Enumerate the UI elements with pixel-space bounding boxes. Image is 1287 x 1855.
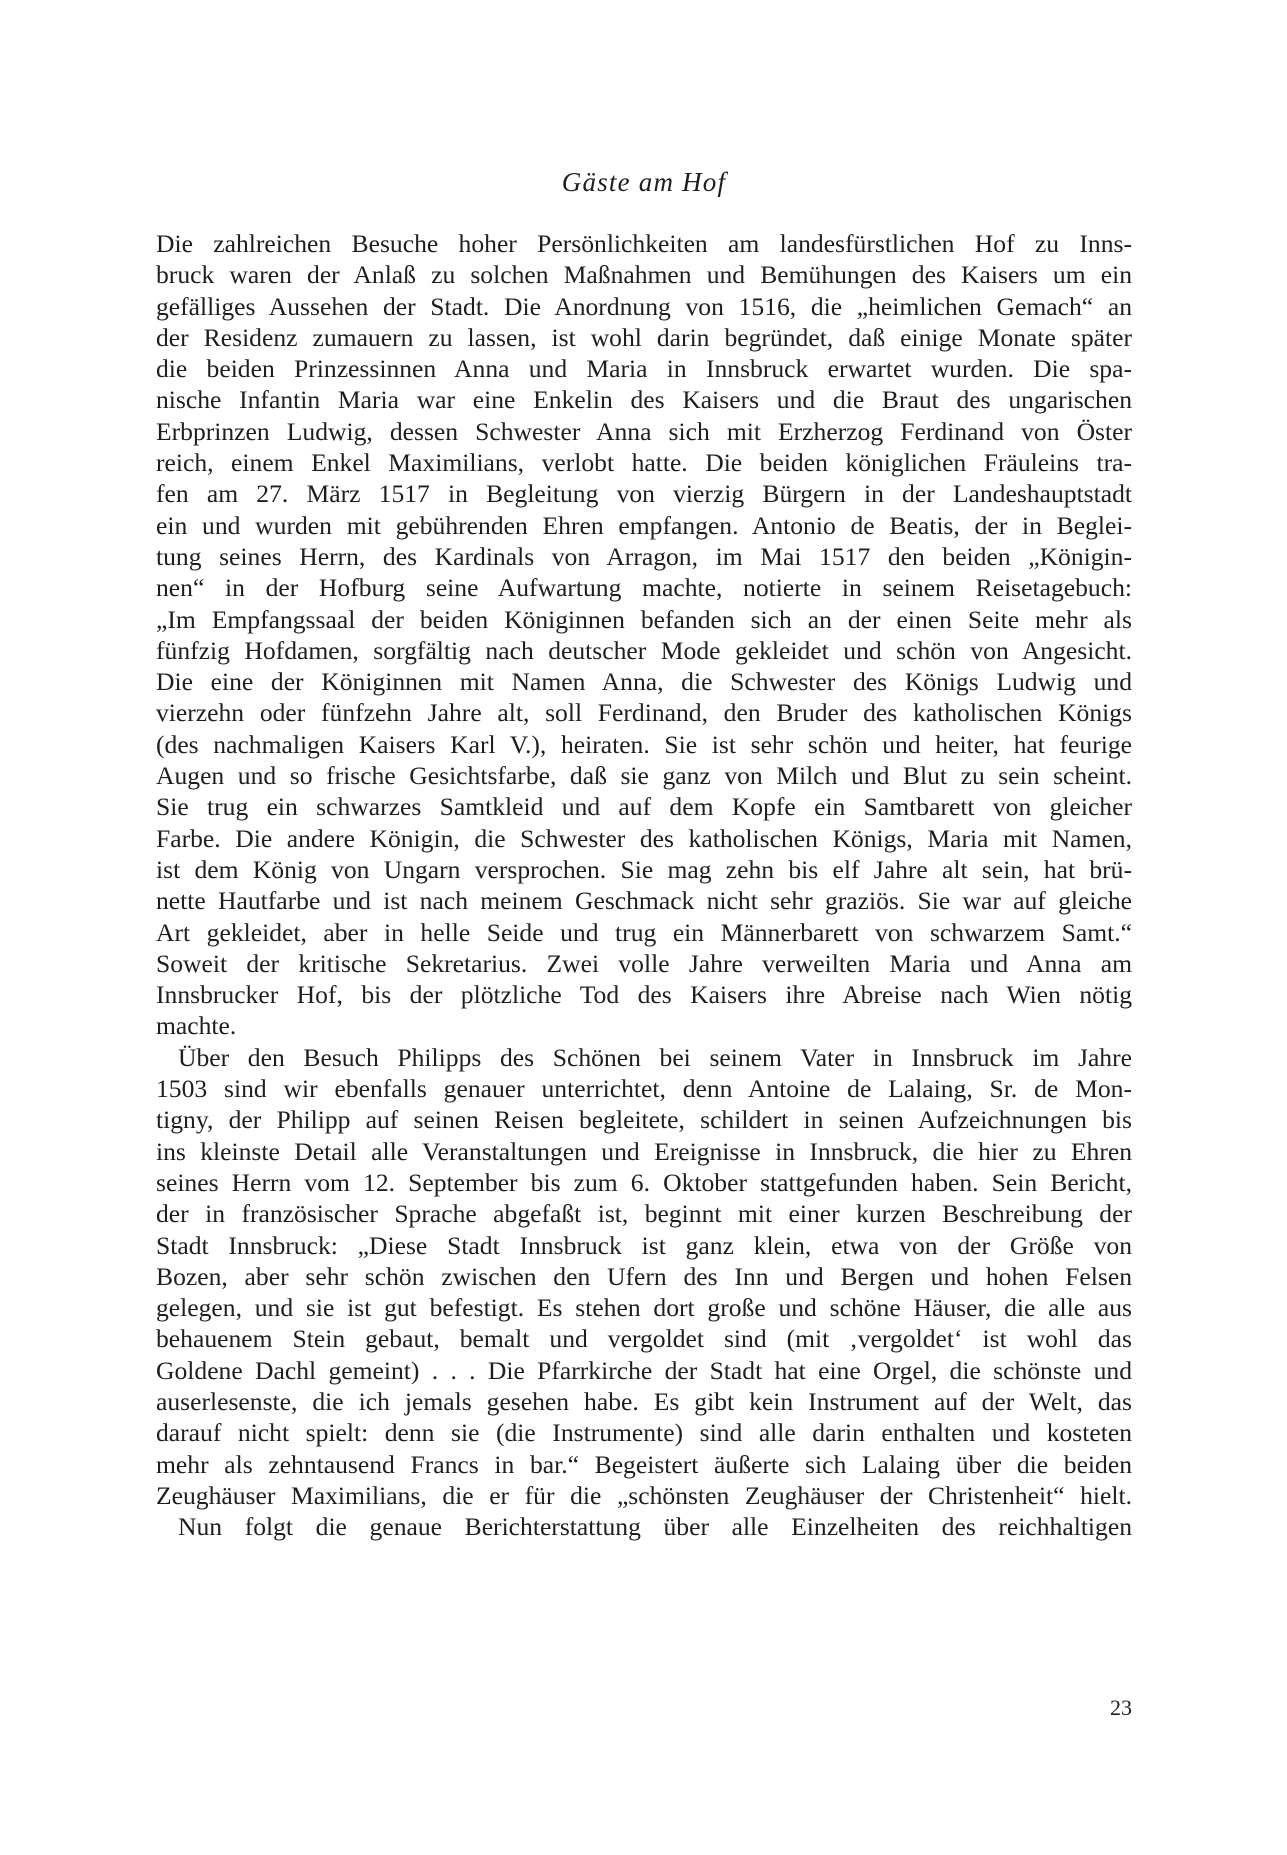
text-line: nette Hautfarbe und ist nach meinem Geschmack nicht sehr graziös. Sie war auf gleiche xyxy=(156,886,1132,916)
text-line: auserlesenste, die ich jemals gesehen habe. Es gibt kein Instrument auf der Welt, das xyxy=(156,1386,1132,1416)
text-line: gefälliges Aussehen der Stadt. Die Anordnung von 1516, die „heimlichen Gemach“ an xyxy=(156,291,1132,321)
text-line: fünfzig Hofdamen, sorgfältig nach deutscher Mode gekleidet und schön von Angesicht. xyxy=(156,635,1132,665)
text-line: Innsbrucker Hof, bis der plötzliche Tod des Kaisers ihre Abreise nach Wien nötig xyxy=(156,980,1132,1010)
text-line: ist dem König von Ungarn versprochen. Sie mag zehn bis elf Jahre alt sein, hat brü- xyxy=(156,854,1132,884)
text-line: Soweit der kritische Sekretarius. Zwei volle Jahre verweilten Maria und Anna am xyxy=(156,948,1132,978)
text-line: tigny, der Philipp auf seinen Reisen begleitete, schildert in seinen Aufzeichnungen bis xyxy=(156,1105,1132,1135)
text-line: Augen und so frische Gesichtsfarbe, daß sie ganz von Milch und Blut zu sein scheint. xyxy=(156,761,1132,791)
text-line: Sie trug ein schwarzes Samtkleid und auf dem Kopfe ein Samtbarett von gleicher xyxy=(156,792,1132,822)
text-line: der in französischer Sprache abgefaßt ist, beginnt mit einer kurzen Beschreibung der xyxy=(156,1199,1132,1229)
text-line: tung seines Herrn, des Kardinals von Arragon, im Mai 1517 den beiden „Königin- xyxy=(156,541,1132,571)
text-line: darauf nicht spielt: denn sie (die Instrumente) sind alle darin enthalten und kosteten xyxy=(156,1418,1132,1448)
text-line: bruck waren der Anlaß zu solchen Maßnahmen und Bemühungen des Kaisers um ein xyxy=(156,260,1132,290)
text-line: die beiden Prinzessinnen Anna und Maria in Innsbruck erwartet wurden. Die spa- xyxy=(156,354,1132,384)
page-number: 23 xyxy=(1110,1695,1132,1720)
text-line: behauenem Stein gebaut, bemalt und vergoldet sind (mit ‚vergoldet‘ ist wohl das xyxy=(156,1324,1132,1354)
body-text xyxy=(156,228,1132,1542)
text-line: Goldene Dachl gemeint) . . . Die Pfarrkirche der Stadt hat eine Orgel, die schönste und xyxy=(156,1355,1132,1385)
text-line: Stadt Innsbruck: „Diese Stadt Innsbruck ist ganz klein, etwa von der Größe von xyxy=(156,1230,1132,1260)
text-line: mehr als zehntausend Francs in bar.“ Begeistert äußerte sich Lalaing über die beiden xyxy=(156,1449,1132,1479)
text-line: vierzehn oder fünfzehn Jahre alt, soll Ferdinand, den Bruder des katholischen Königs xyxy=(156,698,1132,728)
text-line: Die zahlreichen Besuche hoher Persönlichkeiten am landesfürstlichen Hof zu Inns- xyxy=(156,229,1132,258)
text-line: machte. xyxy=(156,1011,237,1041)
text-line: „Im Empfangssaal der beiden Königinnen befanden sich an der einen Seite mehr als xyxy=(156,604,1132,634)
text-line: nen“ in der Hofburg seine Aufwartung machte, notierte in seinem Reisetagebuch: xyxy=(156,573,1132,603)
text-line: ein und wurden mit gebührenden Ehren empfangen. Antonio de Beatis, der in Beglei- xyxy=(156,510,1132,540)
text-line: 1503 sind wir ebenfalls genauer unterrichtet, denn Antoine de Lalaing, Sr. de Mon- xyxy=(156,1074,1132,1104)
text-line: Bozen, aber sehr schön zwischen den Ufern des Inn und Bergen und hohen Felsen xyxy=(156,1261,1132,1291)
text-line: Farbe. Die andere Königin, die Schwester des katholischen Königs, Maria mit Namen, xyxy=(156,823,1132,853)
text-line: Art gekleidet, aber in helle Seide und trug ein Männerbarett von schwarzem Samt.“ xyxy=(156,917,1132,947)
text-line: Zeughäuser Maximilians, die er für die „schönsten Zeughäuser der Christenheit“ hielt. xyxy=(156,1480,1132,1510)
text-line: gelegen, und sie ist gut befestigt. Es stehen dort große und schöne Häuser, die alle aus xyxy=(156,1293,1132,1323)
text-line: fen am 27. März 1517 in Begleitung von vierzig Bürgern in der Landeshauptstadt xyxy=(156,479,1132,509)
text-line: seines Herrn vom 12. September bis zum 6. Oktober stattgefunden haben. Sein Bericht, xyxy=(156,1167,1132,1197)
text-line: Die eine der Königinnen mit Namen Anna, die Schwester des Königs Ludwig und xyxy=(156,667,1132,697)
running-head: Gäste am Hof xyxy=(561,167,727,197)
text-line: Über den Besuch Philipps des Schönen bei seinem Vater in Innsbruck im Jahre xyxy=(178,1042,1132,1072)
text-line: Nun folgt die genaue Berichterstattung über alle Einzelheiten des reichhaltigen xyxy=(178,1512,1132,1542)
text-line: Erbprinzen Ludwig, dessen Schwester Anna sich mit Erzherzog Ferdinand von Öster xyxy=(156,416,1132,446)
text-line: reich, einem Enkel Maximilians, verlobt hatte. Die beiden königlichen Fräuleins tra- xyxy=(156,448,1132,478)
text-line: ins kleinste Detail alle Veranstaltungen und Ereignisse in Innsbruck, die hier zu Ehren xyxy=(156,1136,1132,1166)
text-line: der Residenz zumauern zu lassen, ist wohl darin begründet, daß einige Monate später xyxy=(156,322,1132,352)
text-line: (des nachmaligen Kaisers Karl V.), heiraten. Sie ist sehr schön und heiter, hat feurige xyxy=(156,729,1132,759)
text-line: nische Infantin Maria war eine Enkelin des Kaisers und die Braut des ungarischen xyxy=(156,385,1132,415)
